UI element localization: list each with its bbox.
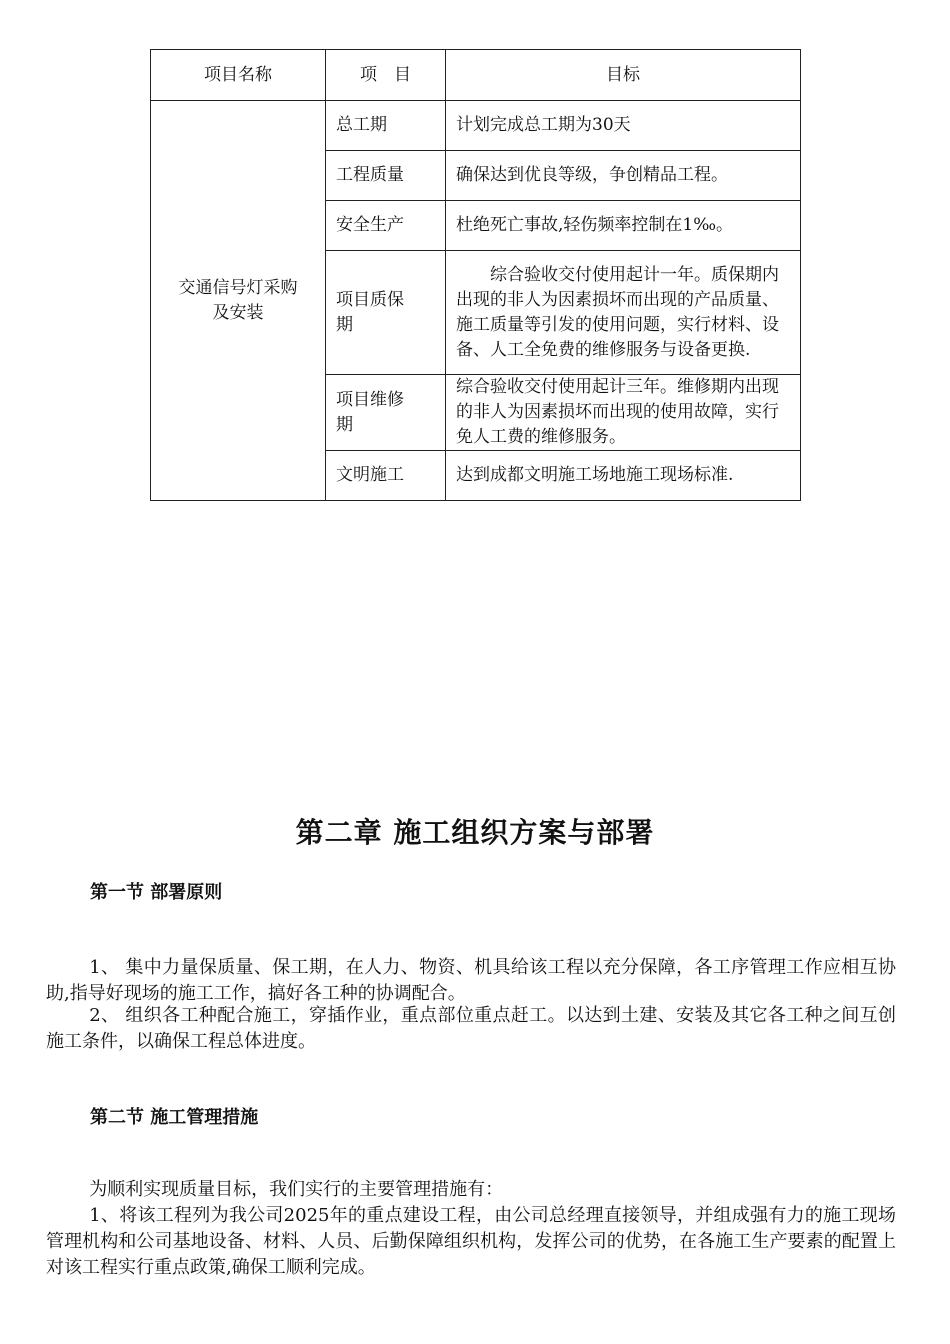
item-cell: 总工期 (326, 101, 446, 151)
goal-cell: 杜绝死亡事故,轻伤频率控制在1‰。 (446, 201, 801, 251)
goal-cell: 综合验收交付使用起计三年。维修期内出现的非人为因素损坏而出现的使用故障，实行免人工费的维修服务。 (446, 375, 801, 451)
paragraph: 1、 集中力量保质量、保工期，在人力、物资、机具给该工程以充分保障，各工序管理工作应相互协助,指导好现场的施工工作，搞好各工种的协调配合。 (46, 957, 896, 1004)
project-name-cell (151, 101, 326, 501)
goal-cell: 达到成都文明施工场地施工现场标准. (446, 451, 801, 501)
section-title: 第一节 部署原则 (90, 882, 223, 903)
goal-cell: 综合验收交付使用起计一年。质保期内出现的非人为因素损坏而出现的产品质量、施工质量等引发的使用问题，实行材料、设备、人工全免费的维修服务与设备更换. (446, 251, 801, 375)
table-row (151, 101, 801, 151)
paragraph: 2、 组织各工种配合施工，穿插作业，重点部位重点赶工。以达到土建、安装及其它各工种之间互创施工条件，以确保工程总体进度。 (46, 1005, 896, 1052)
chapter-title: 第二章 施工组织方案与部署 (295, 816, 655, 849)
project-name-text: 交通信号灯采购及安装 (178, 277, 298, 323)
section-title: 第二节 施工管理措施 (90, 1107, 259, 1128)
header-project-name: 项目名称 (151, 50, 326, 101)
item-cell (326, 251, 446, 375)
paragraph: 为顺利实现质量目标，我们实行的主要管理措施有： (89, 1179, 504, 1200)
item-text: 项目维修期 (336, 389, 404, 435)
item-cell: 工程质量 (326, 151, 446, 201)
item-cell: 文明施工 (326, 451, 446, 501)
header-item: 项 目 (326, 50, 446, 101)
project-goals-table (150, 49, 801, 501)
item-cell: 安全生产 (326, 201, 446, 251)
table-header-row (151, 50, 801, 101)
header-goal: 目标 (446, 50, 801, 101)
item-cell (326, 375, 446, 451)
goal-cell: 确保达到优良等级，争创精品工程。 (446, 151, 801, 201)
goal-cell: 计划完成总工期为30天 (446, 101, 801, 151)
item-text: 项目质保期 (336, 289, 404, 335)
paragraph: 1、将该工程列为我公司2025年的重点建设工程，由公司总经理直接领导，并组成强有力的施工现场管理机构和公司基地设备、材料、人员、后勤保障组织机构，发挥公司的优势，在各施工生产要素的配置上对该工程实行重点政策,确保工顺利完成。 (46, 1205, 896, 1278)
